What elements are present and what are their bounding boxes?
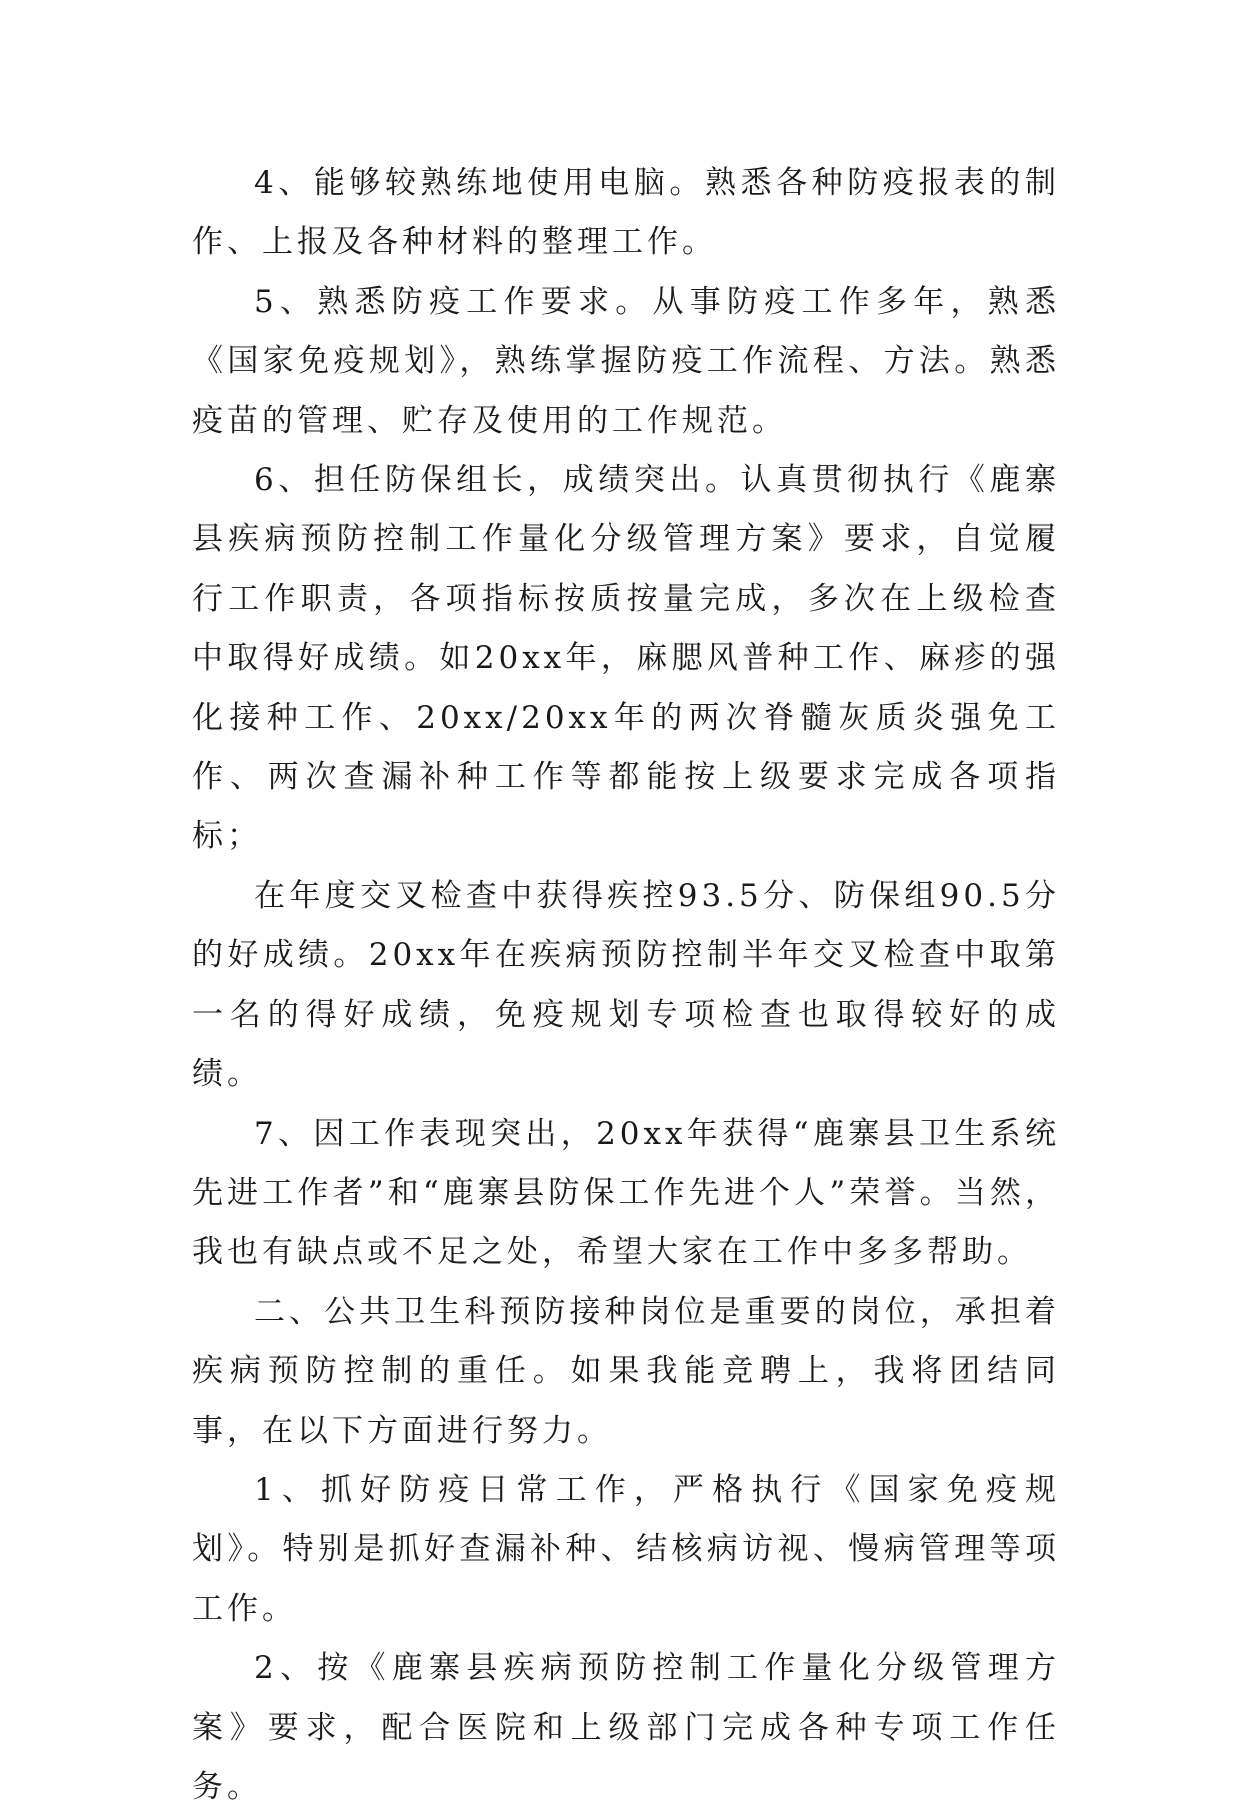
paragraph-plan-item-2: 2、按《鹿寨县疾病预防控制工作量化分级管理方案》要求，配合医院和上级部门完成各种专项工作任务。 <box>192 1650 1060 1805</box>
paragraph-item-5-epidemic-requirements: 5、熟悉防疫工作要求。从事防疫工作多年，熟悉《国家免疫规划》，熟练掌握防疫工作流程、方法。熟悉疫苗的管理、贮存及使用的工作规范。 <box>192 283 1060 439</box>
paragraph-inspection-results: 在年度交叉检查中获得疾控93.5分、防保组90.5分的好成绩。20xx年在疾病预防控制半年交叉检查中取第一名的得好成绩，免疫规划专项检查也取得较好的成绩。 <box>192 877 1060 1093</box>
paragraph-item-4-computer-skills: 4、能够较熟练地使用电脑。熟悉各种防疫报表的制作、上报及各种材料的整理工作。 <box>192 165 1060 261</box>
paragraph-item-6-team-leader: 6、担任防保组长，成绩突出。认真贯彻执行《鹿寨县疾病预防控制工作量化分级管理方案》要求，自觉履行工作职责，各项指标按质按量完成，多次在上级检查中取得好成绩。如20xx年，麻腮风普种工作、麻疹的强化接种工作、20xx/20xx年的两次脊髓灰质炎强免工作、两次查漏补种工作等都能按上级要求完成各项指标； <box>192 462 1060 855</box>
paragraph-item-7-honors: 7、因工作表现突出，20xx年获得“鹿寨县卫生系统先进工作者”和“鹿寨县防保工作先进个人”荣誉。当然，我也有缺点或不足之处，希望大家在工作中多多帮助。 <box>192 1115 1060 1271</box>
paragraph-plan-item-1: 1、抓好防疫日常工作，严格执行《国家免疫规划》。特别是抓好查漏补种、结核病访视、慢病管理等项工作。 <box>192 1471 1060 1627</box>
document-body <box>192 154 1060 1817</box>
paragraph-section-two: 二、公共卫生科预防接种岗位是重要的岗位，承担着疾病预防控制的重任。如果我能竞聘上，我将团结同事，在以下方面进行努力。 <box>192 1293 1060 1449</box>
